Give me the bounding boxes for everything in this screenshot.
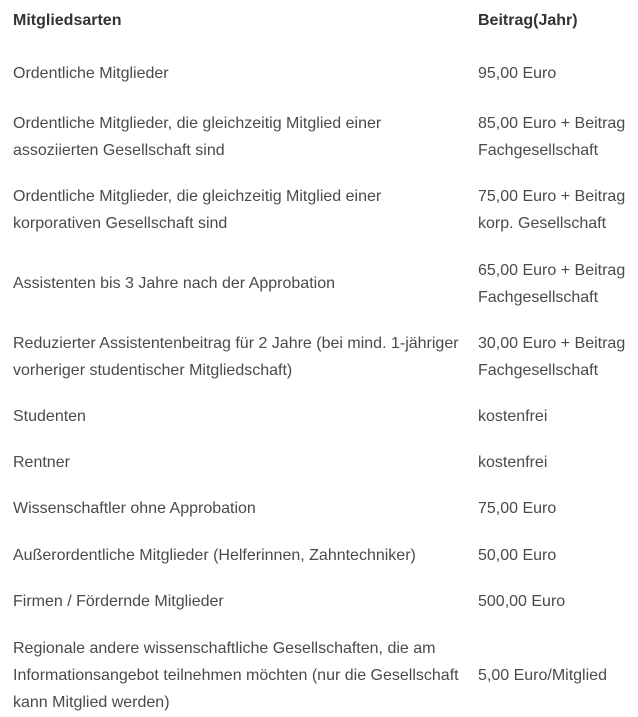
- table-row: [0, 247, 638, 320]
- membership-type: Außerordentliche Mitglieder (Helferinnen, Zahntechniker): [13, 546, 416, 564]
- table-row: [0, 173, 638, 247]
- membership-type: Ordentliche Mitglieder: [13, 65, 169, 82]
- annual-fee: 50,00 Euro: [478, 546, 557, 564]
- table-row: [0, 578, 638, 625]
- membership-type: Rentner: [13, 453, 70, 471]
- membership-type: Assistenten bis 3 Jahre nach der Approbation: [13, 275, 335, 292]
- table-row: [0, 625, 638, 717]
- membership-type: Studenten: [13, 407, 86, 425]
- membership-type: Ordentliche Mitglieder, die gleichzeitig Mitglied einer assoziierten Gesellschaft sind: [13, 114, 382, 159]
- table-row: [0, 485, 638, 532]
- annual-fee: 30,00 Euro + Beitrag Fachgesellschaft: [478, 334, 626, 379]
- table-row: [0, 100, 638, 173]
- table-row: [0, 320, 638, 393]
- annual-fee: 500,00 Euro: [478, 593, 566, 610]
- membership-type: Regionale andere wissenschaftliche Gesellschaften, die am Informationsangebot teilnehmen möchten (nur die Gesellschaft kann Mitglied werden): [13, 639, 459, 711]
- annual-fee: 65,00 Euro + Beitrag Fachgesellschaft: [478, 261, 626, 306]
- annual-fee: kostenfrei: [478, 453, 548, 471]
- header-annual-fee: Beitrag(Jahr): [478, 12, 578, 29]
- table-row: [0, 532, 638, 578]
- annual-fee: 75,00 Euro: [478, 500, 557, 517]
- table-row: [0, 47, 638, 100]
- table-row: [0, 439, 638, 485]
- membership-type: Wissenschaftler ohne Approbation: [13, 500, 256, 517]
- table-header-row: [0, 0, 638, 47]
- membership-type: Ordentliche Mitglieder, die gleichzeitig Mitglied einer korporativen Gesellschaft sind: [13, 188, 382, 232]
- annual-fee: 95,00 Euro: [478, 65, 557, 82]
- membership-type: Reduzierter Assistentenbeitrag für 2 Jahre (bei mind. 1-jähriger vorheriger studentischer Mitgliedschaft): [13, 334, 459, 379]
- annual-fee: 5,00 Euro/Mitglied: [478, 666, 607, 684]
- table-row: [0, 393, 638, 439]
- annual-fee: 85,00 Euro + Beitrag Fachgesellschaft: [478, 114, 626, 159]
- membership-type: Firmen / Fördernde Mitglieder: [13, 593, 224, 610]
- header-membership-type: Mitgliedsarten: [13, 12, 122, 29]
- annual-fee: kostenfrei: [478, 407, 548, 425]
- annual-fee: 75,00 Euro + Beitrag korp. Gesellschaft: [478, 188, 626, 232]
